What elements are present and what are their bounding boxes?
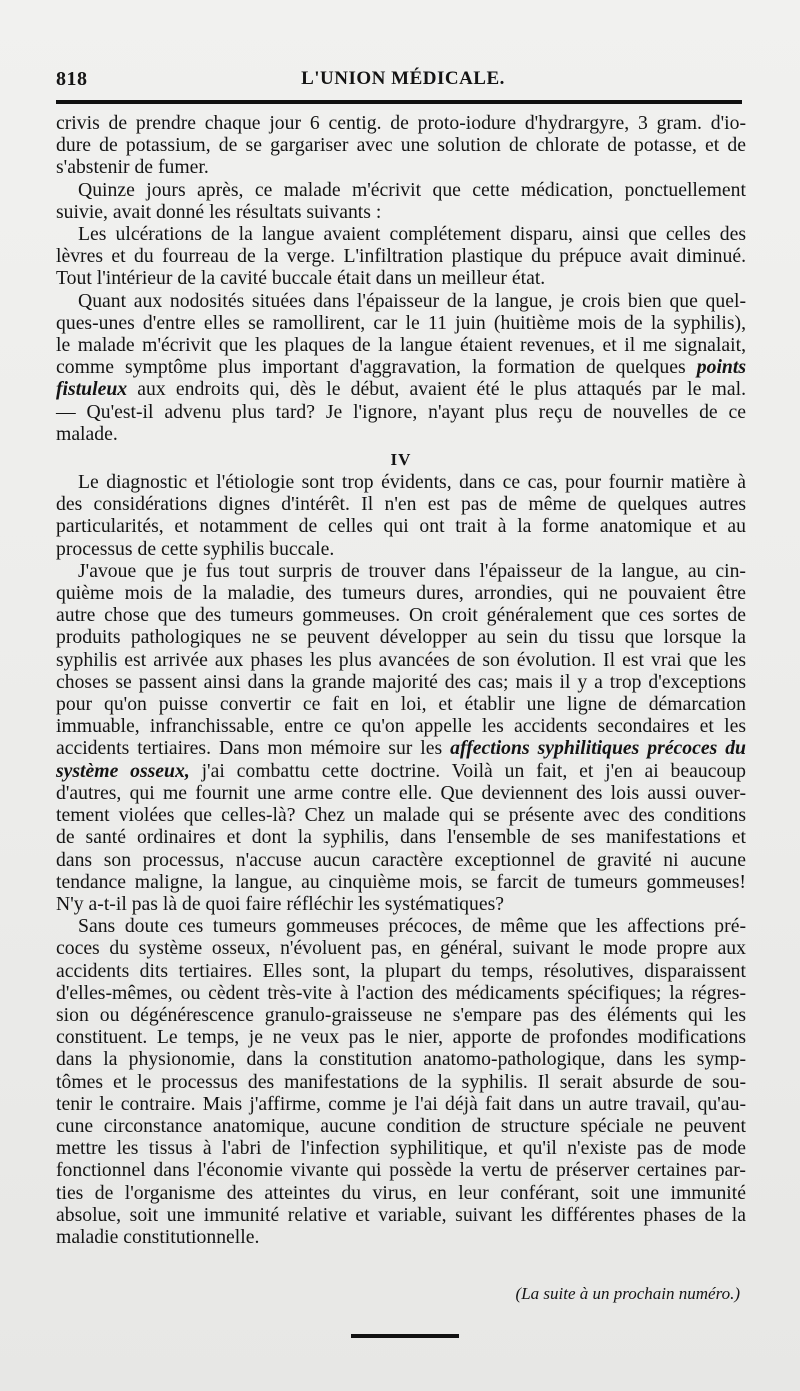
text-line bbox=[56, 737, 746, 759]
page-number: 818 bbox=[56, 68, 88, 90]
text-line: d'elles-mêmes, ou cèdent très-vite à l'action des médicaments spécifiques; la régres- bbox=[56, 981, 746, 1004]
end-rule bbox=[351, 1334, 459, 1338]
text-line: coces du système osseux, n'évoluent pas, en général, suivant le mode propre aux bbox=[56, 937, 746, 960]
text-run: aux endroits qui, dès le début, avaient été le plus attaqués par le mal. bbox=[127, 378, 746, 401]
text-run: comme symptôme plus important d'aggravation, la formation de quelques bbox=[56, 356, 686, 379]
text-line: N'y a-t-il pas là de quoi faire réfléchir les systématiques? bbox=[56, 892, 504, 915]
text-line: choses se passent ainsi dans la grande majorité des cas; mais il y a trop d'exceptions bbox=[56, 670, 746, 693]
text-line: crivis de prendre chaque jour 6 centig. de proto-iodure d'hydrargyre, 3 gram. d'io- bbox=[56, 112, 746, 134]
text-line: produits pathologiques ne se peuvent développer au sein du tissu que lorsque la bbox=[56, 626, 746, 649]
text-line: cune circonstance anatomique, aucune condition de structure spéciale ne peuvent bbox=[56, 1114, 746, 1137]
text-run: accidents tertiaires. Dans mon mémoire sur les bbox=[56, 737, 443, 760]
text-line: dans la physionomie, dans la constitution anatomo-pathologique, dans les symp- bbox=[56, 1048, 746, 1071]
text-line: Quinze jours après, ce malade m'écrivit que cette médication, ponctuellement bbox=[78, 178, 746, 201]
text-line: immuable, infranchissable, entre ce qu'on appelle les accidents secondaires et les bbox=[56, 715, 746, 738]
text-line: Quant aux nodosités situées dans l'épaisseur de la langue, je crois bien que quel- bbox=[78, 289, 746, 312]
paragraph bbox=[56, 179, 746, 223]
text-line: J'avoue que je fus tout surpris de trouver dans l'épaisseur de la langue, au cin- bbox=[78, 559, 746, 582]
paragraph bbox=[56, 112, 746, 179]
text-line: s'abstenir de fumer. bbox=[56, 156, 209, 179]
text-line: syphilis est arrivée aux phases les plus avancées de son évolution. Il est vrai que les bbox=[56, 648, 746, 671]
text-line: malade. bbox=[56, 422, 118, 445]
text-line: tômes et le processus des manifestations de la syphilis. Il serait absurde de sou- bbox=[56, 1070, 746, 1093]
italic-emphasis: affections syphilitiques précoces du bbox=[450, 737, 747, 760]
paragraph bbox=[56, 223, 746, 290]
text-line: dure de potassium, de se gargariser avec une solution de chlorate de potasse, et de bbox=[56, 134, 746, 157]
paragraph bbox=[56, 290, 746, 445]
text-line: mettre les tissus à l'abri de l'infection syphilitique, et qu'il n'existe pas de mode bbox=[56, 1137, 746, 1160]
article-body bbox=[56, 112, 746, 1248]
text-line: pour qu'on puisse convertir ce fait en loi, et établir une ligne de démarcation bbox=[56, 693, 746, 716]
text-line: quième mois de la maladie, des tumeurs dures, arrondies, qui ne pouvaient être bbox=[56, 582, 746, 605]
text-line: processus de cette syphilis buccale. bbox=[56, 537, 335, 560]
text-line: constituent. Le temps, je ne veux pas le nier, apporte de profondes modifications bbox=[56, 1026, 746, 1049]
text-line: tenir le contraire. Mais j'affirme, comme je l'ai déjà fait dans un autre travail, qu'au- bbox=[56, 1092, 746, 1115]
text-line: particularités, et notamment de celles qui ont trait à la forme anatomique et au bbox=[56, 515, 746, 538]
text-line: ties de l'organisme des atteintes du virus, en leur conférant, soit une immunité bbox=[56, 1181, 746, 1204]
text-line: suivie, avait donné les résultats suivants : bbox=[56, 200, 382, 223]
text-line: Le diagnostic et l'étiologie sont trop évidents, dans ce cas, pour fournir matière à bbox=[78, 471, 746, 494]
italic-emphasis: points bbox=[696, 356, 747, 379]
text-run: j'ai combattu cette doctrine. Voilà un fait, et j'en ai beaucoup bbox=[189, 759, 746, 782]
text-line: accidents dits tertiaires. Elles sont, la plupart du temps, résolutives, disparaissent bbox=[56, 959, 746, 982]
text-line: Tout l'intérieur de la cavité buccale était dans un meilleur état. bbox=[56, 267, 546, 290]
text-line: sion ou dégénérescence granulo-graisseuse ne s'empare pas des éléments qui les bbox=[56, 1003, 746, 1026]
text-line: tement violées que celles-là? Chez un malade qui se présente avec des conditions bbox=[56, 804, 746, 827]
text-line bbox=[56, 356, 746, 378]
italic-emphasis: fistuleux bbox=[56, 378, 128, 401]
journal-title: L'UNION MÉDICALE. bbox=[301, 68, 505, 89]
paragraph bbox=[56, 560, 746, 915]
text-line bbox=[56, 378, 746, 400]
text-line: ques-unes d'entre elles se ramollirent, car le 11 juin (huitième mois de la syphilis), bbox=[56, 311, 746, 334]
header-rule bbox=[56, 100, 742, 104]
text-line: — Qu'est-il advenu plus tard? Je l'ignore, n'ayant plus reçu de nouvelles de ce bbox=[56, 400, 746, 423]
paragraph bbox=[56, 471, 746, 560]
paragraph bbox=[56, 915, 746, 1248]
text-line: lèvres et du fourreau de la verge. L'infiltration plastique du prépuce avait diminué. bbox=[56, 245, 746, 268]
continuation-note: (La suite à un prochain numéro.) bbox=[515, 1284, 740, 1303]
running-header bbox=[56, 64, 750, 94]
text-line: dans son processus, n'accuse aucun caractère exceptionnel de gravité ni aucune bbox=[56, 848, 746, 871]
text-line: autre chose que des tumeurs gommeuses. On croit généralement que ces sortes de bbox=[56, 604, 746, 627]
text-line: Les ulcérations de la langue avaient complétement disparu, ainsi que celles des bbox=[78, 223, 746, 246]
text-line: fonctionnel dans l'économie vivante qui possède la vertu de préserver certaines par- bbox=[56, 1159, 746, 1182]
text-line: tendance maligne, la langue, au cinquième mois, se farcit de tumeurs gommeuses! bbox=[56, 870, 746, 893]
text-line: de santé ordinaires et dont la syphilis, dans l'ensemble de ses manifestations et bbox=[56, 826, 746, 849]
text-line: des considérations dignes d'intérêt. Il n'en est pas de même de quelques autres bbox=[56, 493, 746, 516]
text-line: Sans doute ces tumeurs gommeuses précoces, de même que les affections pré- bbox=[78, 915, 746, 938]
text-line: d'autres, qui me fournit une arme contre elle. Que deviennent des lois aussi ouver- bbox=[56, 781, 746, 804]
section-numeral: IV bbox=[390, 450, 412, 470]
italic-emphasis: système osseux, bbox=[56, 759, 190, 782]
text-line: maladie constitutionnelle. bbox=[56, 1225, 260, 1248]
text-line bbox=[56, 760, 746, 782]
text-line: le malade m'écrivit que les plaques de la langue étaient revenues, et il me signalait, bbox=[56, 334, 746, 357]
text-line: absolue, soit une immunité relative et variable, suivant les différentes phases de la bbox=[56, 1203, 746, 1226]
